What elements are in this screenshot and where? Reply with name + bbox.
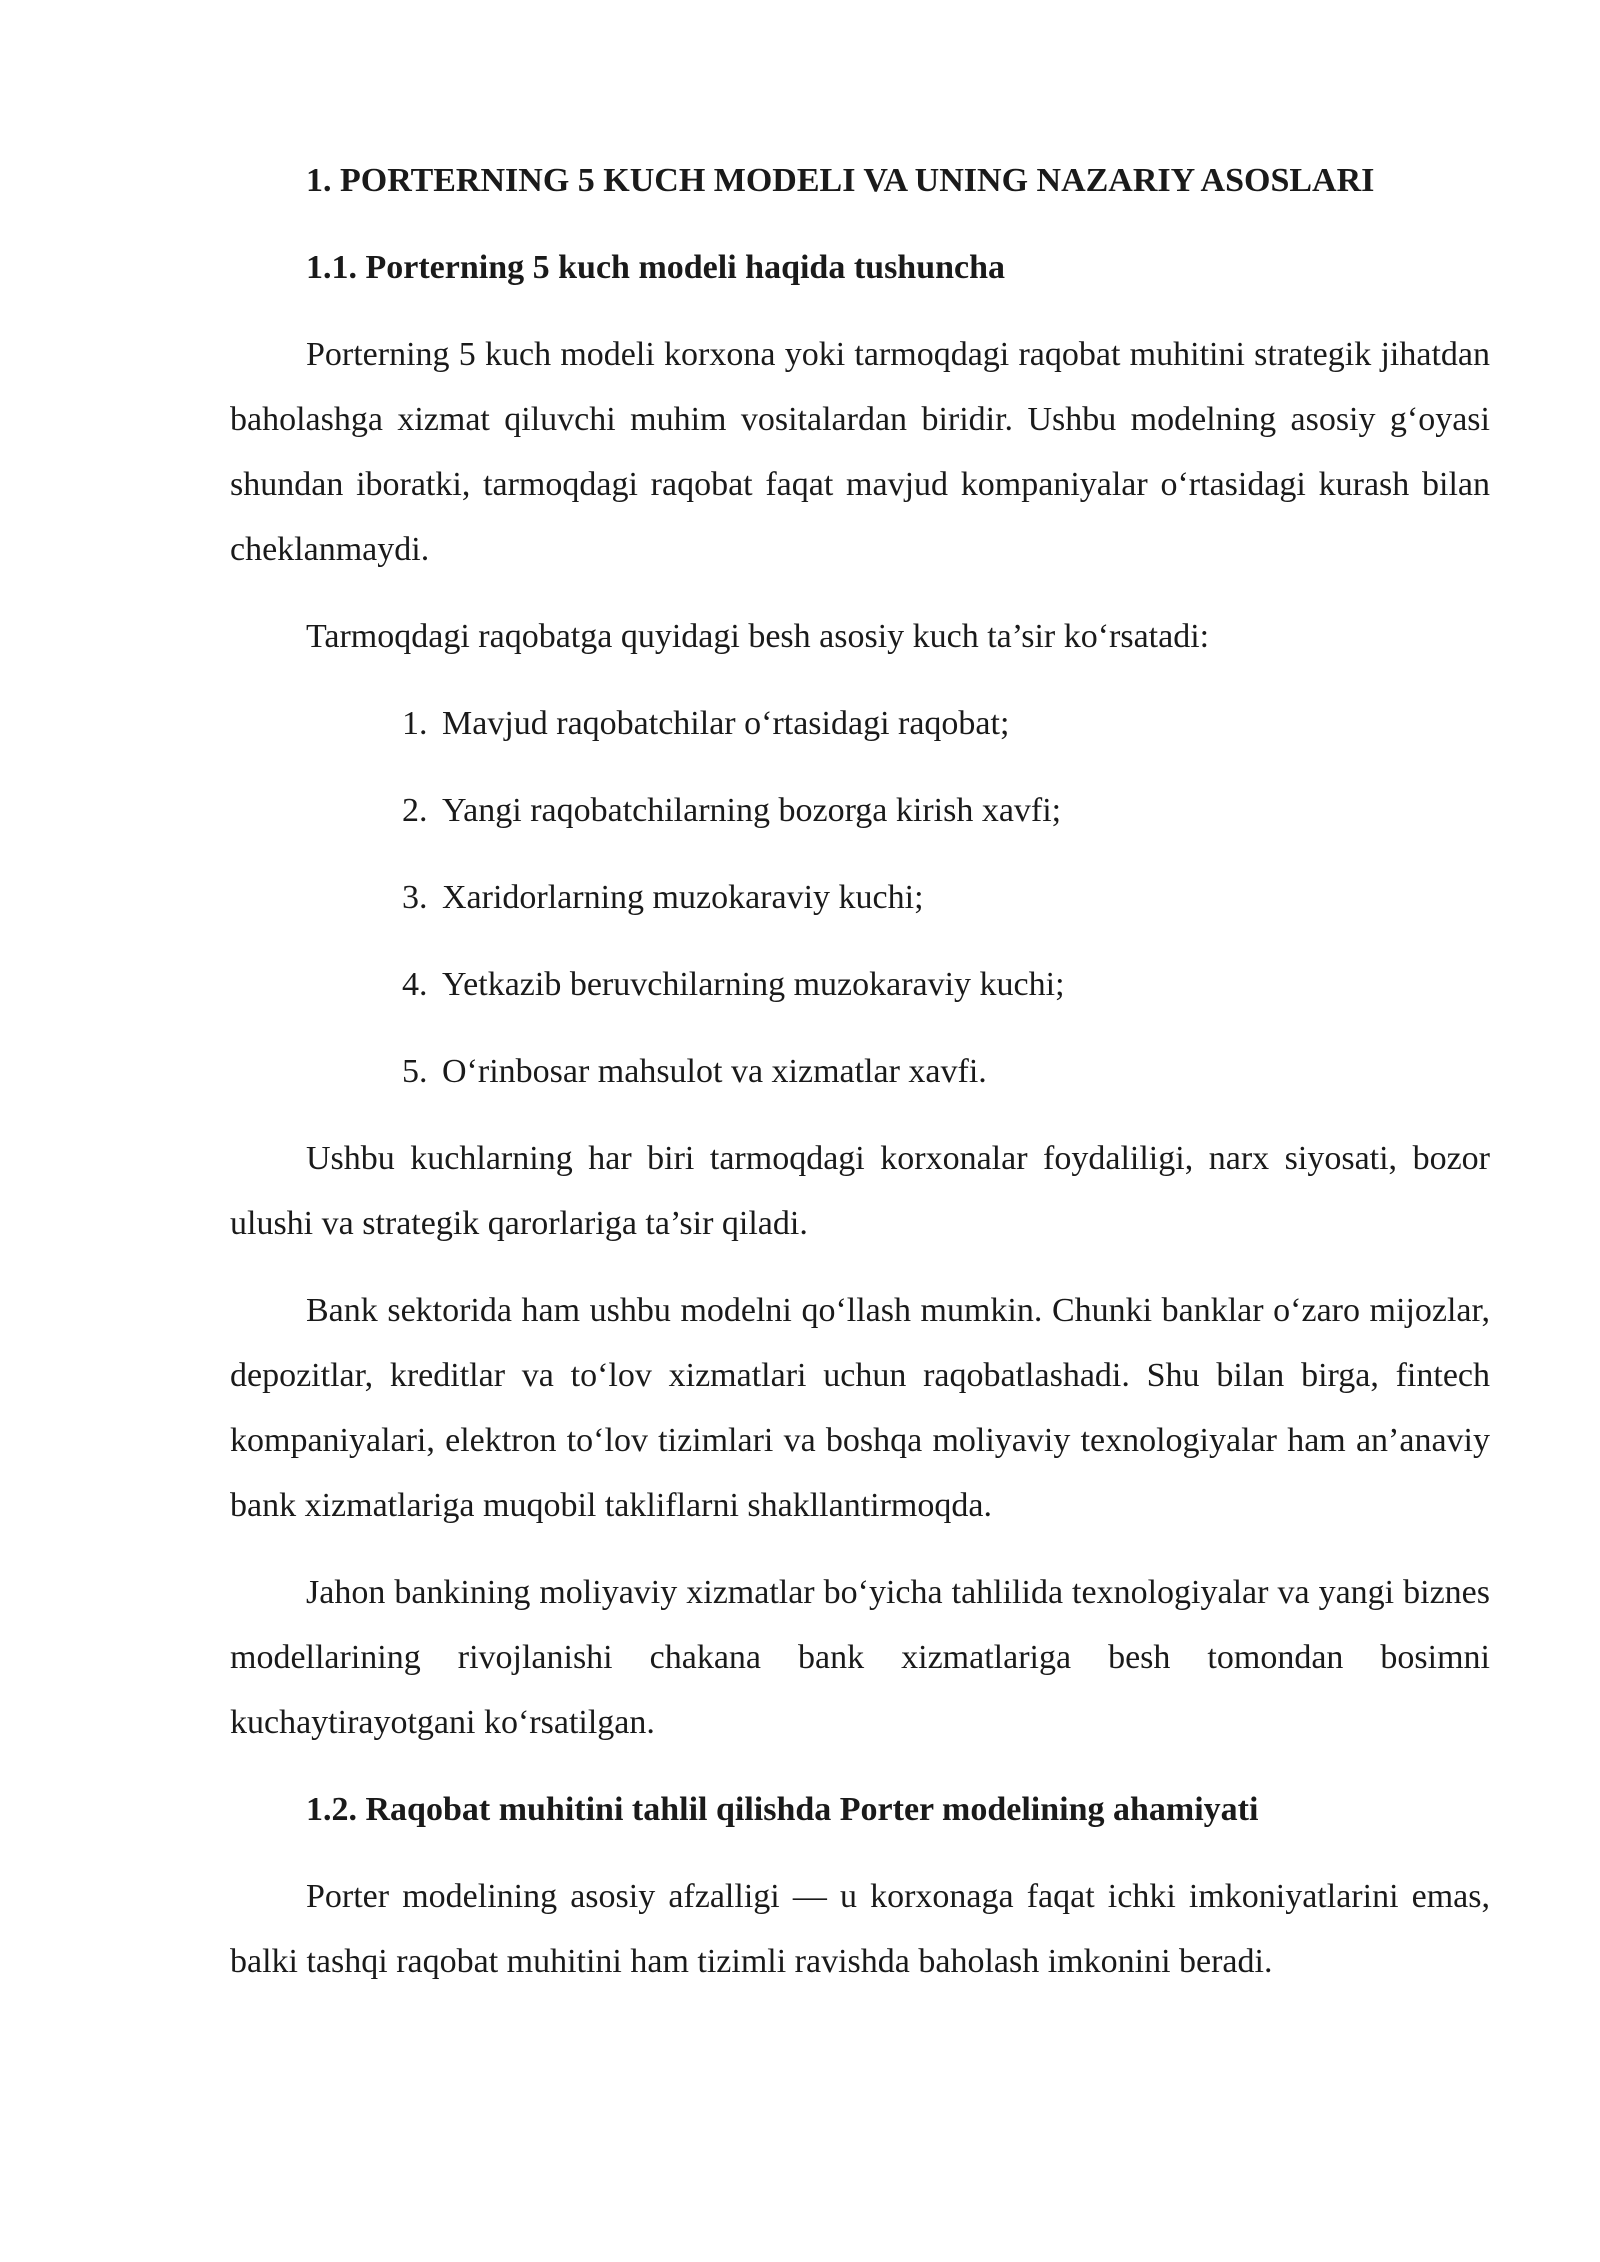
list-item-text: Yetkazib beruvchilarning muzokaraviy kuchi;: [442, 966, 1065, 1003]
list-item: [230, 691, 1490, 756]
list-item: [230, 778, 1490, 843]
section-heading-1-2: 1.2. Raqobat muhitini tahlil qilishda Porter modelining ahamiyati: [306, 1791, 1259, 1828]
paragraph-intro: Porterning 5 kuch modeli korxona yoki tarmoqdagi raqobat muhitini strategik jihatdan baholashga xizmat qiluvchi muhim vositalardan biridir. Ushbu modelning asosiy g‘oyasi shundan iboratki, tarmoqdagi raqobat faqat mavjud kompaniyalar o‘rtasidagi kurash bilan cheklanmaydi.: [230, 336, 1490, 568]
list-item-text: Mavjud raqobatchilar o‘rtasidagi raqobat;: [442, 705, 1010, 742]
list-item-number: 3.: [402, 879, 428, 916]
list-item: [230, 952, 1490, 1017]
section-heading-1-1: 1.1. Porterning 5 kuch modeli haqida tushuncha: [306, 249, 1006, 286]
list-item: [230, 1039, 1490, 1104]
chapter-heading: 1. PORTERNING 5 KUCH MODELI VA UNING NAZARIY ASOSLARI: [306, 162, 1375, 199]
five-forces-list: [230, 691, 1490, 1104]
list-item-number: 5.: [402, 1053, 428, 1090]
list-item-number: 2.: [402, 792, 428, 829]
list-item-number: 4.: [402, 966, 428, 1003]
paragraph-forces-lead: Tarmoqdagi raqobatga quyidagi besh asosiy kuch ta’sir ko‘rsatadi:: [306, 618, 1210, 655]
paragraph-porter-advantage: Porter modelining asosiy afzalligi — u korxonaga faqat ichki imkoniyatlarini emas, balki tashqi raqobat muhitini ham tizimli ravishda baholash imkonini beradi.: [230, 1878, 1490, 1980]
list-item-text: Xaridorlarning muzokaraviy kuchi;: [442, 879, 924, 916]
document-page: [230, 148, 1490, 1994]
paragraph-bank-sector: Bank sektorida ham ushbu modelni qo‘llash mumkin. Chunki banklar o‘zaro mijozlar, depozitlar, kreditlar va to‘lov xizmatlari uchun raqobatlashadi. Shu bilan birga, fintech kompaniyalari, elektron to‘lov tizimlari va boshqa moliyaviy texnologiyalar ham an’anaviy bank xizmatlariga muqobil takliflarni shakllantirmoqda.: [230, 1292, 1490, 1524]
paragraph-forces-effect: Ushbu kuchlarning har biri tarmoqdagi korxonalar foydaliligi, narx siyosati, bozor ulushi va strategik qarorlariga ta’sir qiladi.: [230, 1140, 1490, 1242]
list-item-text: O‘rinbosar mahsulot va xizmatlar xavfi.: [442, 1053, 987, 1090]
list-item-text: Yangi raqobatchilarning bozorga kirish xavfi;: [442, 792, 1062, 829]
list-item-number: 1.: [402, 705, 428, 742]
list-item: [230, 865, 1490, 930]
paragraph-world-bank: Jahon bankining moliyaviy xizmatlar bo‘yicha tahlilida texnologiyalar va yangi biznes modellarining rivojlanishi chakana bank xizmatlariga besh tomondan bosimni kuchaytirayotgani ko‘rsatilgan.: [230, 1574, 1490, 1741]
